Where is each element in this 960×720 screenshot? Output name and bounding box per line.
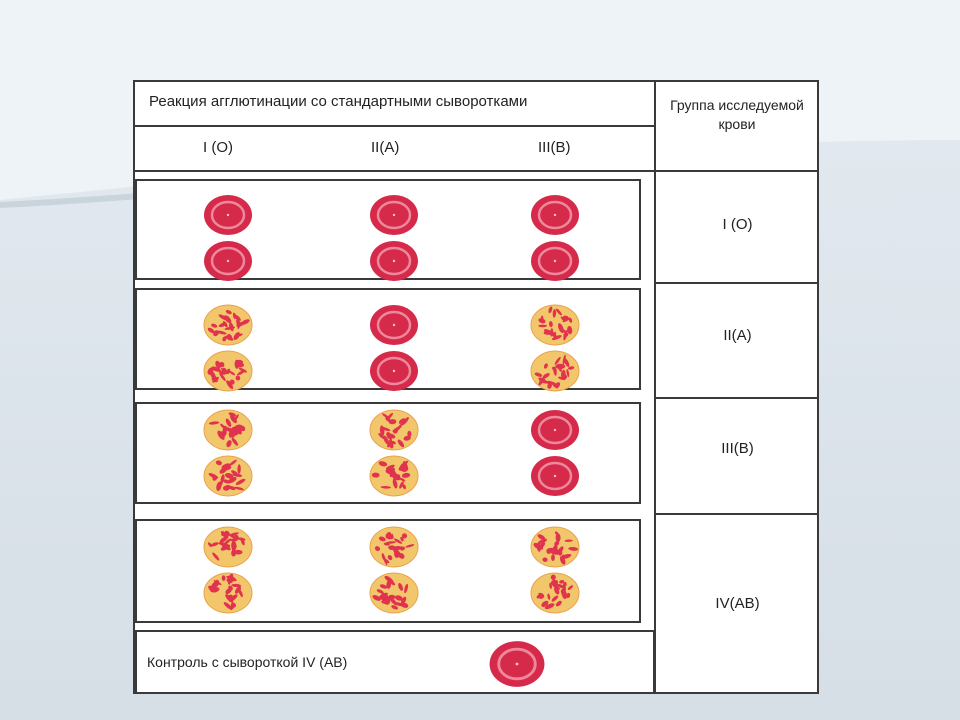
control-label: Контроль с сывороткой IV (AB) xyxy=(147,654,348,670)
drop-r2-s3-1 xyxy=(530,304,580,346)
drop-r4-s1-1 xyxy=(203,526,253,568)
drop-r3-s1-2 xyxy=(203,455,253,497)
serum-label-2: II(A) xyxy=(371,139,400,156)
drop-r1-s2-2 xyxy=(369,240,419,282)
blood-group-table xyxy=(133,80,819,694)
header-divider xyxy=(135,125,655,127)
drop-r1-s1-2 xyxy=(203,240,253,282)
drop-r4-s3-2 xyxy=(530,572,580,614)
drop-r3-s2-2 xyxy=(369,455,419,497)
serum-label-1: I (O) xyxy=(203,139,233,156)
header-bottom xyxy=(135,170,819,172)
drop-r2-s1-2 xyxy=(203,350,253,392)
group-divider xyxy=(654,513,819,515)
drop-r3-s1-1 xyxy=(203,409,253,451)
group-divider xyxy=(654,282,819,284)
drop-r4-s1-2 xyxy=(203,572,253,614)
group-label-3: III(B) xyxy=(721,440,754,457)
drop-r3-s2-1 xyxy=(369,409,419,451)
header-reaction: Реакция агглютинации со стандартными сыворотками xyxy=(149,93,528,110)
drop-r4-s2-1 xyxy=(369,526,419,568)
group-label-1: I (O) xyxy=(722,216,753,233)
drop-r4-s2-2 xyxy=(369,572,419,614)
drop-r1-s2-1 xyxy=(369,194,419,236)
drop-r1-s1-1 xyxy=(203,194,253,236)
drop-r2-s2-1 xyxy=(369,304,419,346)
header-group: Группа исследуемой крови xyxy=(670,97,804,132)
drop-r4-s3-1 xyxy=(530,526,580,568)
drop-r3-s3-2 xyxy=(530,455,580,497)
serum-label-3: III(B) xyxy=(538,139,571,156)
group-label-4: IV(AB) xyxy=(715,595,760,612)
drop-r2-s3-2 xyxy=(530,350,580,392)
drop-r2-s1-1 xyxy=(203,304,253,346)
drop-r1-s3-1 xyxy=(530,194,580,236)
group-label-2: II(A) xyxy=(723,327,752,344)
drop-r1-s3-2 xyxy=(530,240,580,282)
control-drop xyxy=(488,640,546,688)
group-divider xyxy=(654,397,819,399)
drop-r2-s2-2 xyxy=(369,350,419,392)
drop-r3-s3-1 xyxy=(530,409,580,451)
